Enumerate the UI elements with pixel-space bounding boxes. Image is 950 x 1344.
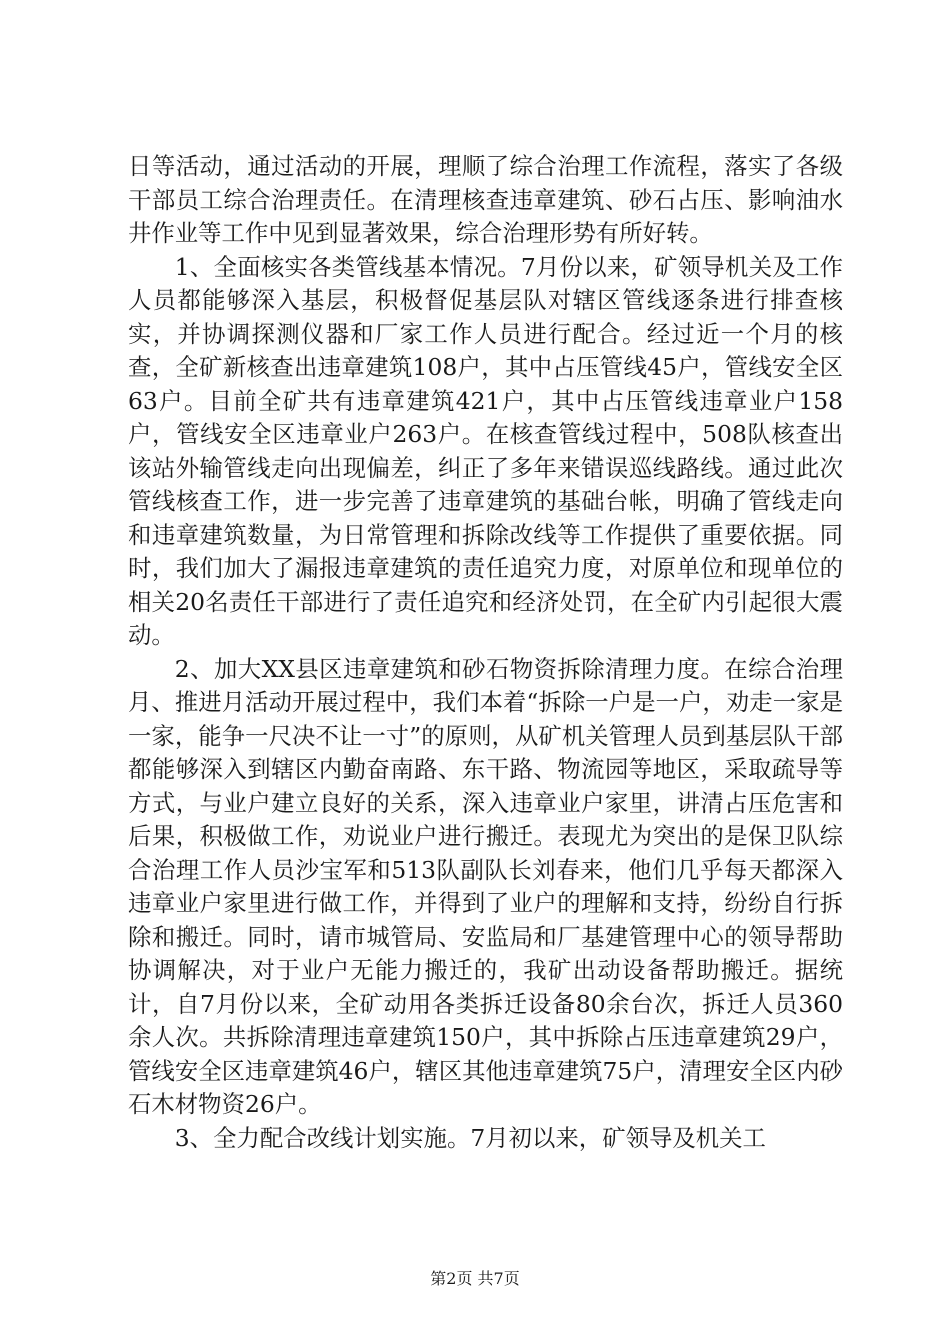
paragraph-1: 1、全面核实各类管线基本情况。7月份以来，矿领导机关及工作人员都能够深入基层，积极督促基层队对辖区管线逐条进行排查核实，并协调探测仪器和厂家工作人员进行配合。经过近一个月的核查，全矿新核查出违章建筑108户，其中占压管线45户，管线安全区63户。目前全矿共有违章建筑421户，其中占压管线违章业户158户，管线安全区违章业户263户。在核查管线过程中，508队核查出该站外输管线走向出现偏差，纠正了多年来错误巡线路线。通过此次管线核查工作，进一步完善了违章建筑的基础台帐，明确了管线走向和违章建筑数量，为日常管理和拆除改线等工作提供了重要依据。同时，我们加大了漏报违章建筑的责任追究力度，对原单位和现单位的相关20名责任干部进行了责任追究和经济处罚，在全矿内引起很大震动。: [128, 252, 843, 649]
page-footer: 第2页 共7页: [430, 1269, 520, 1288]
document-body: [128, 150, 843, 1155]
paragraph-3: 3、全力配合改线计划实施。7月初以来，矿领导及机关工: [174, 1123, 766, 1152]
paragraph-continuation: 日等活动，通过活动的开展，理顺了综合治理工作流程，落实了各级干部员工综合治理责任。在清理核查违章建筑、砂石占压、影响油水井作业等工作中见到显著效果，综合治理形势有所好转。: [128, 152, 843, 247]
paragraph-2: 2、加大XX县区违章建筑和砂石物资拆除清理力度。在综合治理月、推进月活动开展过程中，我们本着“拆除一户是一户，劝走一家是一家，能争一尺决不让一寸”的原则，从矿机关管理人员到基层队干部都能够深入到辖区内勤奋南路、东干路、物流园等地区，采取疏导等方式，与业户建立良好的关系，深入违章业户家里，讲清占压危害和后果，积极做工作，劝说业户进行搬迁。表现尤为突出的是保卫队综合治理工作人员沙宝军和513队副队长刘春来，他们几乎每天都深入违章业户家里进行做工作，并得到了业户的理解和支持，纷纷自行拆除和搬迁。同时，请市城管局、安监局和厂基建管理中心的领导帮助协调解决，对于业户无能力搬迁的，我矿出动设备帮助搬迁。据统计，自7月份以来，全矿动用各类拆迁设备80余台次，拆迁人员360余人次。共拆除清理违章建筑150户，其中拆除占压违章建筑29户，管线安全区违章建筑46户，辖区其他违章建筑75户，清理安全区内砂石木材物资26户。: [128, 654, 843, 1118]
